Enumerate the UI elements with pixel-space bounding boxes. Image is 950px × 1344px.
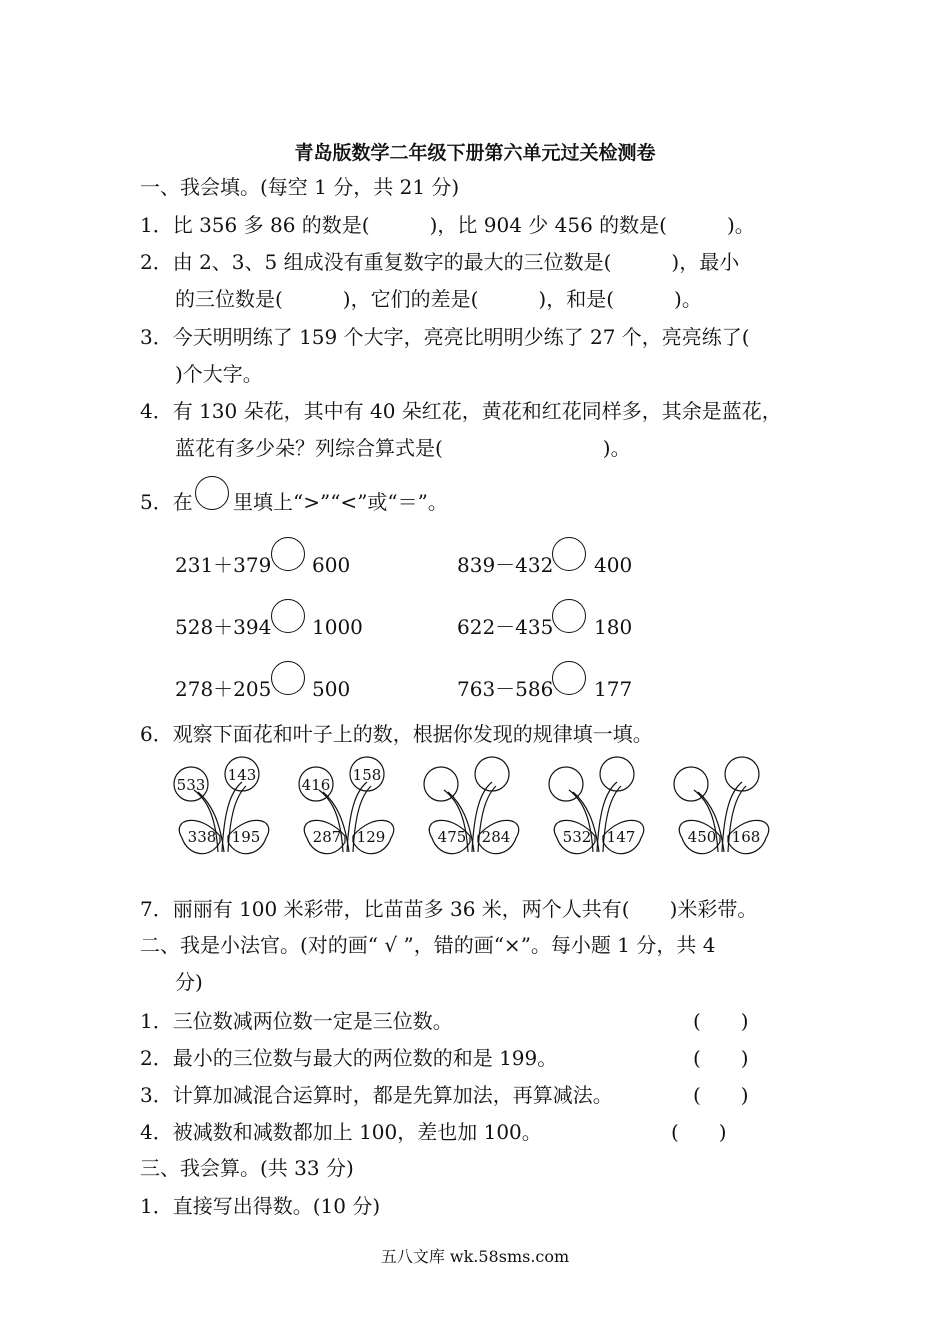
- compare-right: 500: [312, 677, 351, 701]
- flower-left: [424, 767, 458, 801]
- judge-item-text: 1．三位数减两位数一定是三位数。: [140, 1009, 453, 1033]
- flower-right: [600, 757, 634, 791]
- section1-heading: 一、我会填。(每空 1 分，共 21 分): [140, 175, 460, 199]
- flower-right: [475, 757, 509, 791]
- compare-right: 180: [594, 615, 633, 639]
- q3-line1: 3．今天明明练了 159 个大字，亮亮比明明少练了 27 个，亮亮练了(: [140, 325, 750, 349]
- section2-heading: 二、我是小法官。(对的画“ √ ”，错的画“×”。每小题 1 分，共 4: [140, 933, 716, 957]
- section3-q1: 1．直接写出得数。(10 分): [140, 1194, 381, 1218]
- compare-right: 600: [312, 553, 351, 577]
- flower-diagram: [160, 752, 810, 872]
- compare-left: 278＋205: [175, 677, 272, 701]
- compare-right: 177: [594, 677, 633, 701]
- q5-suffix: 里填上“>”“<”或“＝”。: [233, 490, 448, 514]
- leaf-number: 287: [312, 828, 342, 846]
- q5-prefix: 5．在: [140, 490, 193, 514]
- leaf-number: 168: [731, 828, 761, 846]
- q3-line2: )个大字。: [175, 362, 263, 386]
- judge-answer-bracket[interactable]: ( ): [693, 1046, 749, 1070]
- leaf-number: 129: [356, 828, 386, 846]
- flower-left: [549, 767, 583, 801]
- flower-number: 416: [301, 776, 331, 794]
- q4-line2: 蓝花有多少朵？列综合算式是( )。: [175, 436, 631, 460]
- compare-circle[interactable]: [271, 599, 305, 633]
- q4-line1: 4．有 130 朵花，其中有 40 朵红花，黄花和红花同样多，其余是蓝花，: [140, 399, 782, 423]
- compare-left: 231＋379: [175, 553, 272, 577]
- compare-right: 400: [594, 553, 633, 577]
- judge-item-text: 4．被减数和减数都加上 100，差也加 100。: [140, 1120, 542, 1144]
- q7-text: 7．丽丽有 100 米彩带，比苗苗多 36 米，两个人共有( )米彩带。: [140, 897, 758, 921]
- compare-right: 1000: [312, 615, 363, 639]
- section3-heading: 三、我会算。(共 33 分): [140, 1156, 354, 1180]
- q6-text: 6．观察下面花和叶子上的数，根据你发现的规律填一填。: [140, 722, 653, 746]
- flower-left: [674, 767, 708, 801]
- judge-answer-bracket[interactable]: ( ): [693, 1083, 749, 1107]
- compare-circle[interactable]: [552, 537, 586, 571]
- flower-right: [725, 757, 759, 791]
- leaf-number: 338: [187, 828, 217, 846]
- q2-line1: 2．由 2、3、5 组成没有重复数字的最大的三位数是( )，最小: [140, 250, 740, 274]
- compare-circle[interactable]: [552, 661, 586, 695]
- flower-number: 158: [352, 766, 382, 784]
- leaf-number: 195: [231, 828, 261, 846]
- judge-item-text: 3．计算加减混合运算时，都是先算加法，再算减法。: [140, 1083, 613, 1107]
- leaf-number: 532: [562, 828, 592, 846]
- compare-left: 763－586: [457, 677, 554, 701]
- q2-line2: 的三位数是( )，它们的差是( )，和是( )。: [175, 287, 702, 311]
- compare-circle[interactable]: [271, 537, 305, 571]
- blank-circle-icon: [195, 476, 229, 510]
- q1-text: 1．比 356 多 86 的数是( )，比 904 少 456 的数是( )。: [140, 213, 755, 237]
- judge-answer-bracket[interactable]: ( ): [693, 1009, 749, 1033]
- judge-answer-bracket[interactable]: ( ): [671, 1120, 727, 1144]
- leaf-number: 450: [687, 828, 717, 846]
- leaf-number: 147: [606, 828, 636, 846]
- page-title: 青岛版数学二年级下册第六单元过关检测卷: [294, 142, 656, 164]
- leaf-number: 284: [481, 828, 511, 846]
- judge-item-text: 2．最小的三位数与最大的两位数的和是 199。: [140, 1046, 558, 1070]
- flower-number: 143: [227, 766, 257, 784]
- flower-number: 533: [176, 776, 206, 794]
- leaf-number: 475: [437, 828, 467, 846]
- compare-circle[interactable]: [552, 599, 586, 633]
- compare-left: 528＋394: [175, 615, 272, 639]
- compare-left: 839－432: [457, 553, 554, 577]
- compare-left: 622－435: [457, 615, 554, 639]
- section2-heading-cont: 分): [175, 970, 203, 994]
- compare-circle[interactable]: [271, 661, 305, 695]
- footer-watermark: 五八文库 wk.58sms.com: [380, 1247, 570, 1266]
